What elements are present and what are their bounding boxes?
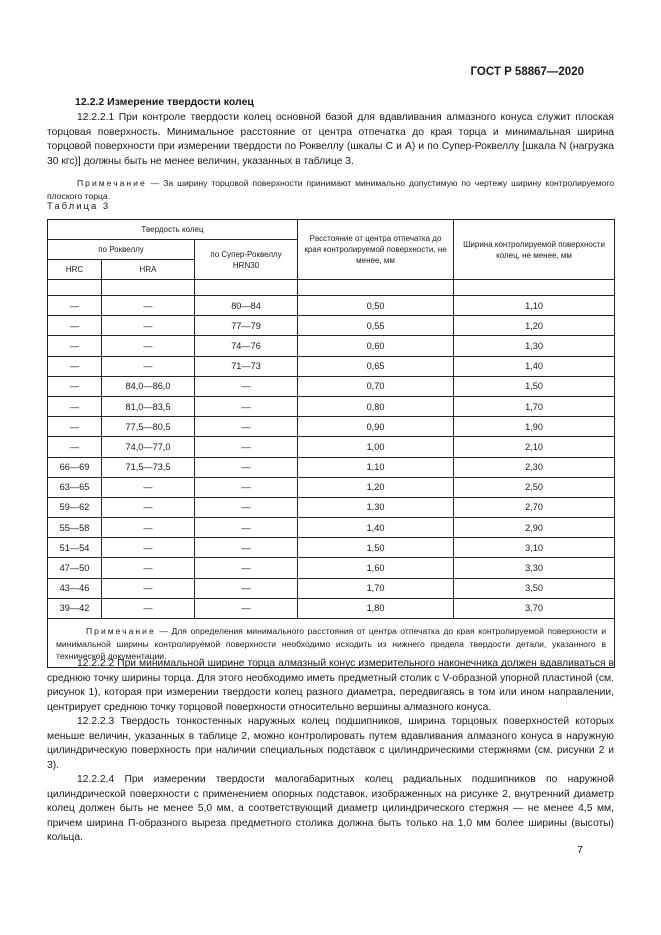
cell-hrc: —: [48, 296, 102, 316]
cell-distance: 0,65: [298, 356, 454, 376]
cell-distance: 1,50: [298, 538, 454, 558]
cell-hra: 81,0—83,5: [102, 396, 195, 416]
cell-hra: —: [102, 558, 195, 578]
table-row: [48, 598, 615, 618]
cell-hrn30: 80—84: [195, 296, 298, 316]
cell-hrc: 51—54: [48, 538, 102, 558]
cell-distance: 1,40: [298, 518, 454, 538]
cell-hrn30: —: [195, 437, 298, 457]
table-row: [48, 396, 615, 416]
hardness-table: [47, 219, 615, 668]
cell-hrc: 59—62: [48, 497, 102, 517]
cell-hrn30: —: [195, 497, 298, 517]
table-row: [48, 376, 615, 396]
table-row: [48, 518, 615, 538]
table-row: [48, 457, 615, 477]
cell-distance: 0,60: [298, 336, 454, 356]
cell-hra: 74,0—77,0: [102, 437, 195, 457]
header-hra: HRA: [102, 260, 195, 280]
cell-hra: —: [102, 356, 195, 376]
cell-hrn30: —: [195, 598, 298, 618]
cell-hrn30: —: [195, 518, 298, 538]
cell-hrn30: 77—79: [195, 316, 298, 336]
cell-width: 2,10: [454, 437, 615, 457]
table-row: [48, 316, 615, 336]
header-hrc: HRC: [48, 260, 102, 280]
cell-hrc: 39—42: [48, 598, 102, 618]
cell-hra: —: [102, 477, 195, 497]
standard-designation: ГОСТ Р 58867—2020: [470, 66, 584, 78]
table-row: [48, 578, 615, 598]
cell-distance: 0,55: [298, 316, 454, 336]
paragraph-12-2-2-2: 12.2.2.2 При минимальной ширине торца алмазный конус измерительного наконечника должен вдавливаться в среднюю точку ширины торца. Для этого необходимо иметь предметный столик с V-образной упорной пластиной (см. рисунок 1), которая при измерении твердости колец разного диаметра, передвигаясь в том или ином направлении, центрирует среднюю точку торцовой поверхности относительно вершины алмазного конуса.: [47, 658, 614, 713]
paragraph-12-2-2-3: 12.2.2.3 Твердость тонкостенных наружных колец подшипников, ширина торцовых поверхностей которых меньше величин, указанных в таблице 2, можно контролировать путем вдавливания алмазного конуса в наружную цилиндрическую поверхность при наличии специальных подставок с цилиндрическими стержнями (см. рисунки 2 и 3).: [47, 716, 614, 771]
table-row: [48, 558, 615, 578]
cell-distance: 1,80: [298, 598, 454, 618]
cell-hrn30: —: [195, 457, 298, 477]
cell-hra: 77,5—80,5: [102, 417, 195, 437]
cell-hra: —: [102, 598, 195, 618]
cell-hrn30: —: [195, 558, 298, 578]
cell-hrc: 43—46: [48, 578, 102, 598]
cell-hrc: —: [48, 316, 102, 336]
cell-width: 3,10: [454, 538, 615, 558]
table-caption: Таблица 3: [47, 201, 111, 212]
cell-hrn30: —: [195, 578, 298, 598]
section-body: [47, 111, 614, 203]
cell-hra: —: [102, 296, 195, 316]
cell-width: 2,50: [454, 477, 615, 497]
table-row: [48, 538, 615, 558]
cell-distance: 1,00: [298, 437, 454, 457]
cell-hrn30: 74—76: [195, 336, 298, 356]
header-hardness: Твердость колец: [48, 220, 298, 240]
cell-hrn30: 71—73: [195, 356, 298, 376]
table-row: [48, 356, 615, 376]
cell-width: 1,40: [454, 356, 615, 376]
cell-width: 1,50: [454, 376, 615, 396]
cell-hrn30: —: [195, 417, 298, 437]
cell-distance: 1,60: [298, 558, 454, 578]
cell-width: 1,70: [454, 396, 615, 416]
cell-hra: —: [102, 518, 195, 538]
cell-width: 2,90: [454, 518, 615, 538]
header-super-rockwell: по Супер-Роквеллу HRN30: [195, 240, 298, 280]
cell-distance: 1,70: [298, 578, 454, 598]
table-note-text: — Для определения минимального расстояния от центра отпечатка до края контролируемой поверхности и минимальной ширины контролируемой поверхности необходимо исходить из нижнего предела твердости детали, указанного в технической документации.: [56, 626, 607, 661]
cell-distance: 1,20: [298, 477, 454, 497]
cell-hrn30: —: [195, 538, 298, 558]
cell-hrn30: —: [195, 477, 298, 497]
paragraph-12-2-2-1: 12.2.2.1 При контроле твердости колец основной базой для вдавливания алмазного конуса служит плоская торцовая поверхность. Минимальное расстояние от центра отпечатка до края торца и минимальная ширина торцовой поверхности при измерении твердости по Роквеллу (шкалы С и А) и по Супер-Роквеллу [шкала N (нагрузка 30 кгс)] должны быть не менее величин, указанных в таблице 3.: [47, 112, 614, 167]
note-label: Примечание: [77, 178, 147, 188]
section-heading: 12.2.2 Измерение твердости колец: [75, 96, 254, 108]
cell-hra: —: [102, 578, 195, 598]
cell-hra: —: [102, 497, 195, 517]
cell-width: 3,30: [454, 558, 615, 578]
cell-hrn30: —: [195, 396, 298, 416]
cell-width: 1,30: [454, 336, 615, 356]
page-number: 7: [577, 844, 583, 856]
table-note-label: Примечание: [86, 626, 156, 636]
paragraph-12-2-2-4: 12.2.2.4 При измерении твердости малогабаритных колец радиальных подшипников по наружной цилиндрической поверхности с применением опорных подставок, изображенных на рисунке 2, внутренний диаметр колец должен быть не менее 5,0 мм, а соответствующий диаметр цилиндрического стержня — не менее 4,5 мм, причем ширина П-образного выреза предметного столика должна быть только на 1,0 мм более ширины (высоты) кольца.: [47, 774, 614, 843]
cell-hra: 71,5—73,5: [102, 457, 195, 477]
table-row: [48, 336, 615, 356]
paragraphs-body: [47, 657, 614, 846]
cell-hra: —: [102, 316, 195, 336]
cell-distance: 0,50: [298, 296, 454, 316]
cell-hrc: —: [48, 396, 102, 416]
header-distance: Расстояние от центра отпечатка до края контролируемой поверхности, не менее, мм: [298, 220, 454, 280]
cell-hrc: 55—58: [48, 518, 102, 538]
header-width: Ширина контролируемой поверхности колец, не менее, мм: [454, 220, 615, 280]
cell-hrc: —: [48, 376, 102, 396]
note-end-face: [47, 177, 614, 203]
note-text: — За ширину торцовой поверхности принимают минимально допустимую по чертежу ширину контролируемого плоского торца.: [47, 178, 614, 201]
cell-distance: 0,90: [298, 417, 454, 437]
header-rockwell: по Роквеллу: [48, 240, 195, 260]
cell-hrc: 63—65: [48, 477, 102, 497]
cell-width: 3,70: [454, 598, 615, 618]
cell-distance: 1,30: [298, 497, 454, 517]
cell-hra: —: [102, 336, 195, 356]
cell-hra: —: [102, 538, 195, 558]
cell-hrc: 66—69: [48, 457, 102, 477]
cell-hra: 84,0—86,0: [102, 376, 195, 396]
cell-width: 3,50: [454, 578, 615, 598]
table-row: [48, 437, 615, 457]
cell-hrc: —: [48, 336, 102, 356]
table-row: [48, 417, 615, 437]
cell-width: 2,70: [454, 497, 615, 517]
cell-hrc: —: [48, 417, 102, 437]
cell-hrc: 47—50: [48, 558, 102, 578]
table-row: [48, 296, 615, 316]
cell-hrc: —: [48, 437, 102, 457]
cell-width: 1,90: [454, 417, 615, 437]
cell-distance: 1,10: [298, 457, 454, 477]
cell-distance: 0,80: [298, 396, 454, 416]
cell-width: 2,30: [454, 457, 615, 477]
cell-hrc: —: [48, 356, 102, 376]
table-row: [48, 477, 615, 497]
cell-distance: 0,70: [298, 376, 454, 396]
cell-width: 1,20: [454, 316, 615, 336]
cell-width: 1,10: [454, 296, 615, 316]
table-row: [48, 497, 615, 517]
cell-hrn30: —: [195, 376, 298, 396]
